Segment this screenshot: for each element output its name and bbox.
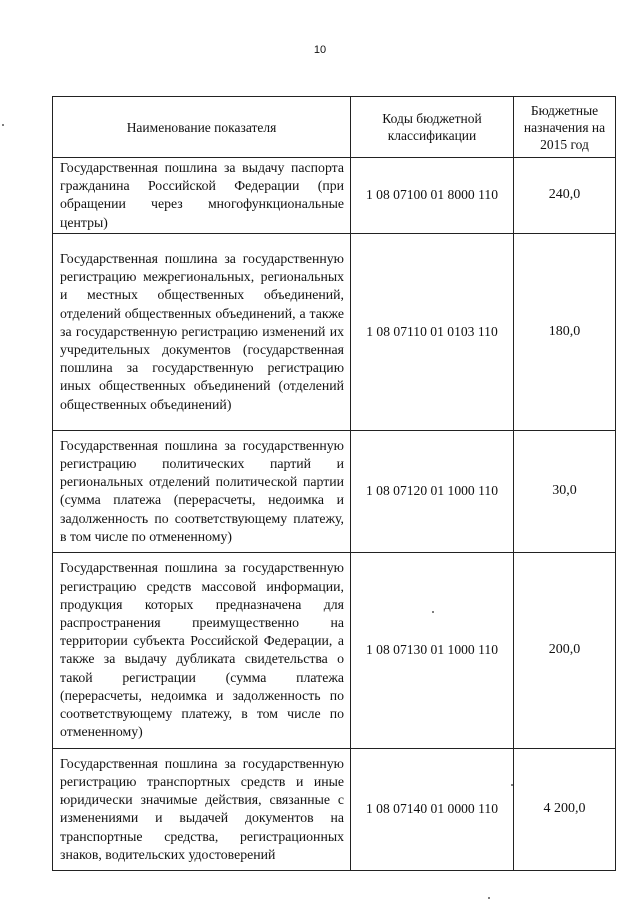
budget-amount: 200,0 [514, 552, 616, 748]
indicator-name: Государственная пошлина за государственную регистрацию средств массовой информации, продукция которых предназначена для распространения преимущественно на территории субъекта Российской Федерации, а также за выдачу дубликата свидетельства о такой регистрации (сумма платежа (перерасчеты, недоимка и задолженность по соответствующему платежу, в том числе по отмененному) [53, 552, 351, 748]
indicator-name: Государственная пошлина за государственную регистрацию транспортных средств и иные юридически значимые действия, связанные с изменениями и выдачей документов на транспортные средства, регистрационных знаков, водительских удостоверений [53, 748, 351, 870]
budget-code: 1 08 07100 01 8000 110 [351, 158, 514, 234]
header-budget-amount: Бюджетные назначения на 2015 год [514, 97, 616, 158]
page-number: 10 [313, 44, 327, 56]
scan-speck [488, 897, 490, 899]
indicator-name: Государственная пошлина за государственную регистрацию межрегиональных, региональных и местных общественных объединений, отделений общественных объединений, а также за государственную регистрацию изменений их учредительных документов (государственная пошлина за государственную регистрацию иных общественных объединений (отделений общественных объединений) [53, 233, 351, 430]
budget-amount: 4 200,0 [514, 748, 616, 870]
table-row [53, 158, 616, 234]
budget-code: 1 08 07110 01 0103 110 [351, 233, 514, 430]
budget-amount: 30,0 [514, 430, 616, 552]
table-row [53, 748, 616, 870]
budget-code: 1 08 07130 01 1000 110 [351, 552, 514, 748]
scan-speck [511, 784, 513, 786]
table-row [53, 552, 616, 748]
header-budget-code: Коды бюджетной классификации [351, 97, 514, 158]
indicator-name: Государственная пошлина за государственную регистрацию политических партий и региональных отделений политической партии (сумма платежа (перерасчеты, недоимка и задолженность по соответствующему платежу, в том числе по отмененному) [53, 430, 351, 552]
budget-code: 1 08 07120 01 1000 110 [351, 430, 514, 552]
header-indicator-name: Наименование показателя [53, 97, 351, 158]
scan-speck [432, 611, 434, 613]
table-header-row [53, 97, 616, 158]
budget-amount: 240,0 [514, 158, 616, 234]
scan-speck [2, 124, 4, 126]
budget-table [52, 96, 616, 871]
table-row [53, 430, 616, 552]
budget-amount: 180,0 [514, 233, 616, 430]
table-row [53, 233, 616, 430]
indicator-name: Государственная пошлина за выдачу паспорта гражданина Российской Федерации (при обращении через многофункциональные центры) [53, 158, 351, 234]
budget-code: 1 08 07140 01 0000 110 [351, 748, 514, 870]
